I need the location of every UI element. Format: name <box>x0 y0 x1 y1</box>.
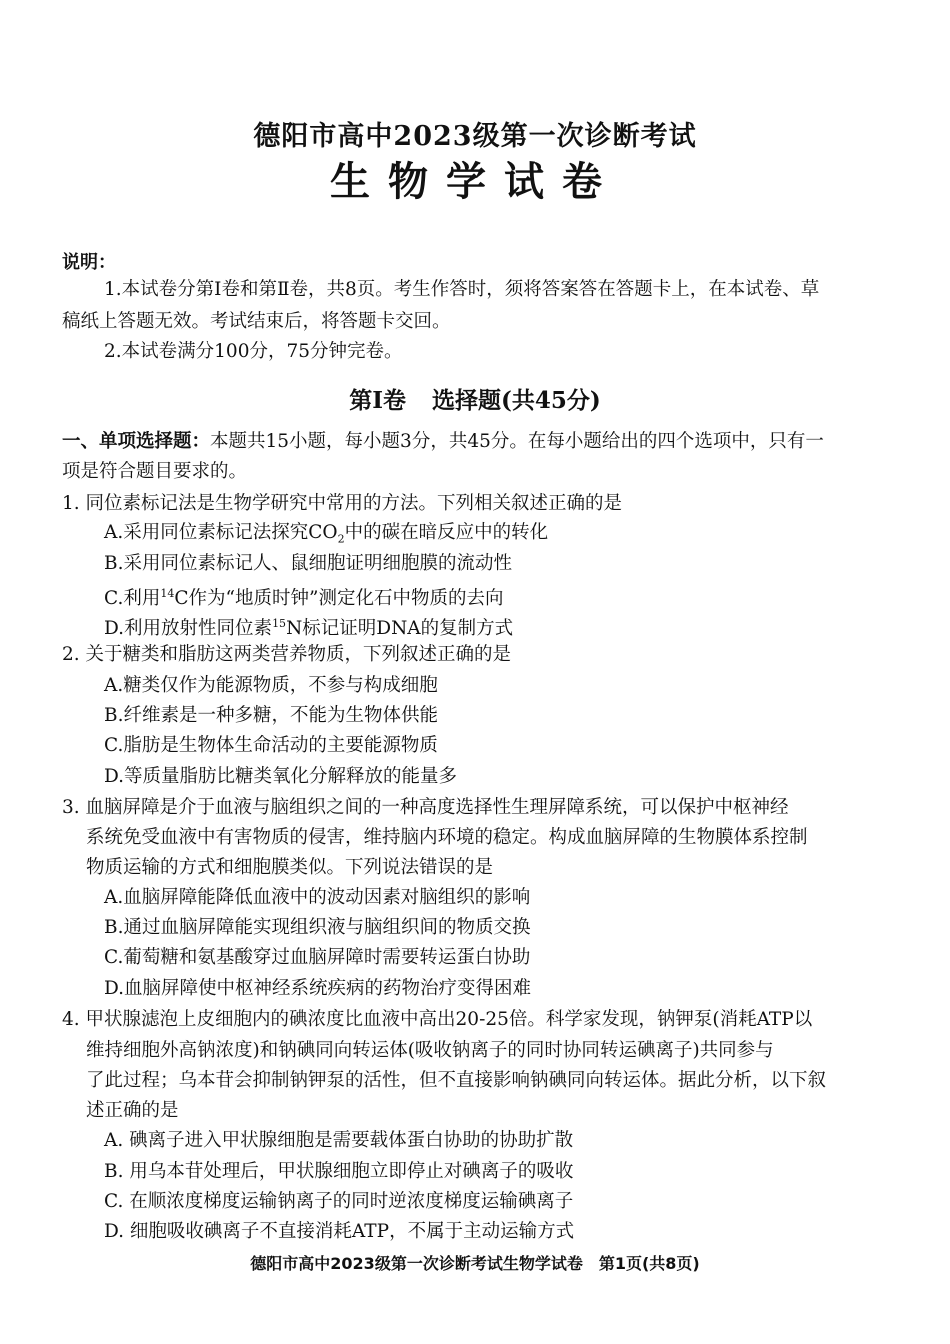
question-2-option-c: C.脂肪是生物体生命活动的主要能源物质 <box>104 735 438 756</box>
option-a-text: A.采用同位素标记法探究CO <box>104 522 338 543</box>
option-d-text: D.利用放射性同位素 <box>104 618 273 640</box>
question-1-option-d <box>104 612 513 641</box>
question-4-option-d: D. 细胞吸收碘离子不直接消耗ATP，不属于主动运输方式 <box>104 1221 575 1242</box>
question-3-option-d: D.血脑屏障使中枢神经系统疾病的药物治疗变得困难 <box>104 978 532 999</box>
exam-title: 德阳市高中2023级第一次诊断考试 <box>253 121 697 152</box>
option-d-superscript: 15 <box>272 617 287 630</box>
subject-title: 生物学试卷 <box>330 159 620 205</box>
question-4-option-b: B. 用乌本苷处理后，甲状腺细胞立即停止对碘离子的吸收 <box>104 1161 574 1182</box>
section-title <box>0 382 950 415</box>
question-4-option-a: A. 碘离子进入甲状腺细胞是需要载体蛋白协助的协助扩散 <box>104 1130 574 1151</box>
question-3-stem-line-3: 物质运输的方式和细胞膜类似。下列说法错误的是 <box>86 857 494 878</box>
part-description-line-2: 项是符合题目要求的。 <box>62 461 248 482</box>
question-1-stem: 1. 同位素标记法是生物学研究中常用的方法。下列相关叙述正确的是 <box>62 493 623 514</box>
question-1-option-b: B.采用同位素标记人、鼠细胞证明细胞膜的流动性 <box>104 553 512 574</box>
part-heading: 一、单项选择题： <box>62 431 211 452</box>
page-footer: 德阳市高中2023级第一次诊断考试生物学试卷 第1页(共8页) <box>250 1254 700 1273</box>
question-2-stem: 2. 关于糖类和脂肪这两类营养物质，下列叙述正确的是 <box>62 644 512 665</box>
instruction-item-1-line-2: 稿纸上答题无效。考试结束后，将答题卡交回。 <box>62 311 451 332</box>
question-1-option-c <box>104 582 503 611</box>
part-description-text: 本题共15小题，每小题3分，共45分。在每小题给出的四个选项中，只有一 <box>210 431 824 452</box>
question-3-stem-line-1: 3. 血脑屏障是介于血液与脑组织之间的一种高度选择性生理屏障系统，可以保护中枢神经 <box>62 797 789 818</box>
option-c-superscript: 14 <box>160 587 175 600</box>
question-3-stem-line-2: 系统免受血液中有害物质的侵害，维持脑内环境的稳定。构成血脑屏障的生物膜体系控制 <box>86 827 808 848</box>
question-1-option-a <box>104 521 548 552</box>
question-2-option-d: D.等质量脂肪比糖类氧化分解释放的能量多 <box>104 766 458 787</box>
question-4-stem-line-2: 维持细胞外高钠浓度)和钠碘同向转运体(吸收钠离子的同时协同转运碘离子)共同参与 <box>86 1040 774 1061</box>
option-a-subscript: 2 <box>337 532 345 546</box>
section-title-type: 选择题(共45分) <box>431 387 601 414</box>
question-3-option-a: A.血脑屏障能降低血液中的波动因素对脑组织的影响 <box>104 887 531 908</box>
question-4-stem-line-3: 了此过程；乌本苷会抑制钠钾泵的活性，但不直接影响钠碘同向转运体。据此分析，以下叙 <box>86 1070 827 1091</box>
question-4-option-c: C. 在顺浓度梯度运输钠离子的同时逆浓度梯度运输碘离子 <box>104 1191 574 1212</box>
question-2-option-b: B.纤维素是一种多糖，不能为生物体供能 <box>104 705 438 726</box>
instruction-item-1-line-1: 1.本试卷分第Ⅰ卷和第Ⅱ卷，共8页。考生作答时，须将答案答在答题卡上，在本试卷、草 <box>104 279 820 300</box>
question-3-option-b: B.通过血脑屏障能实现组织液与脑组织间的物质交换 <box>104 917 531 938</box>
option-a-text-end: 中的碳在暗反应中的转化 <box>344 522 549 543</box>
question-2-option-a: A.糖类仅作为能源物质，不参与构成细胞 <box>104 675 438 696</box>
instruction-item-2: 2.本试卷满分100分，75分钟完卷。 <box>104 341 403 362</box>
option-c-text: C.利用 <box>104 588 161 610</box>
question-4-stem-line-1: 4. 甲状腺滤泡上皮细胞内的碘浓度比血液中高出20-25倍。科学家发现，钠钾泵(消耗ATP以 <box>62 1009 813 1030</box>
option-d-text-end: N标记证明DNA的复制方式 <box>286 618 514 640</box>
question-3-option-c: C.葡萄糖和氨基酸穿过血脑屏障时需要转运蛋白协助 <box>104 947 531 968</box>
part-description-line-1 <box>62 430 824 454</box>
question-4-stem-line-4: 述正确的是 <box>86 1100 179 1121</box>
option-c-text-end: C作为“地质时钟”测定化石中物质的去向 <box>174 588 504 610</box>
section-title-part: 第Ⅰ卷 <box>349 387 406 414</box>
instructions-heading: 说明： <box>62 252 116 273</box>
